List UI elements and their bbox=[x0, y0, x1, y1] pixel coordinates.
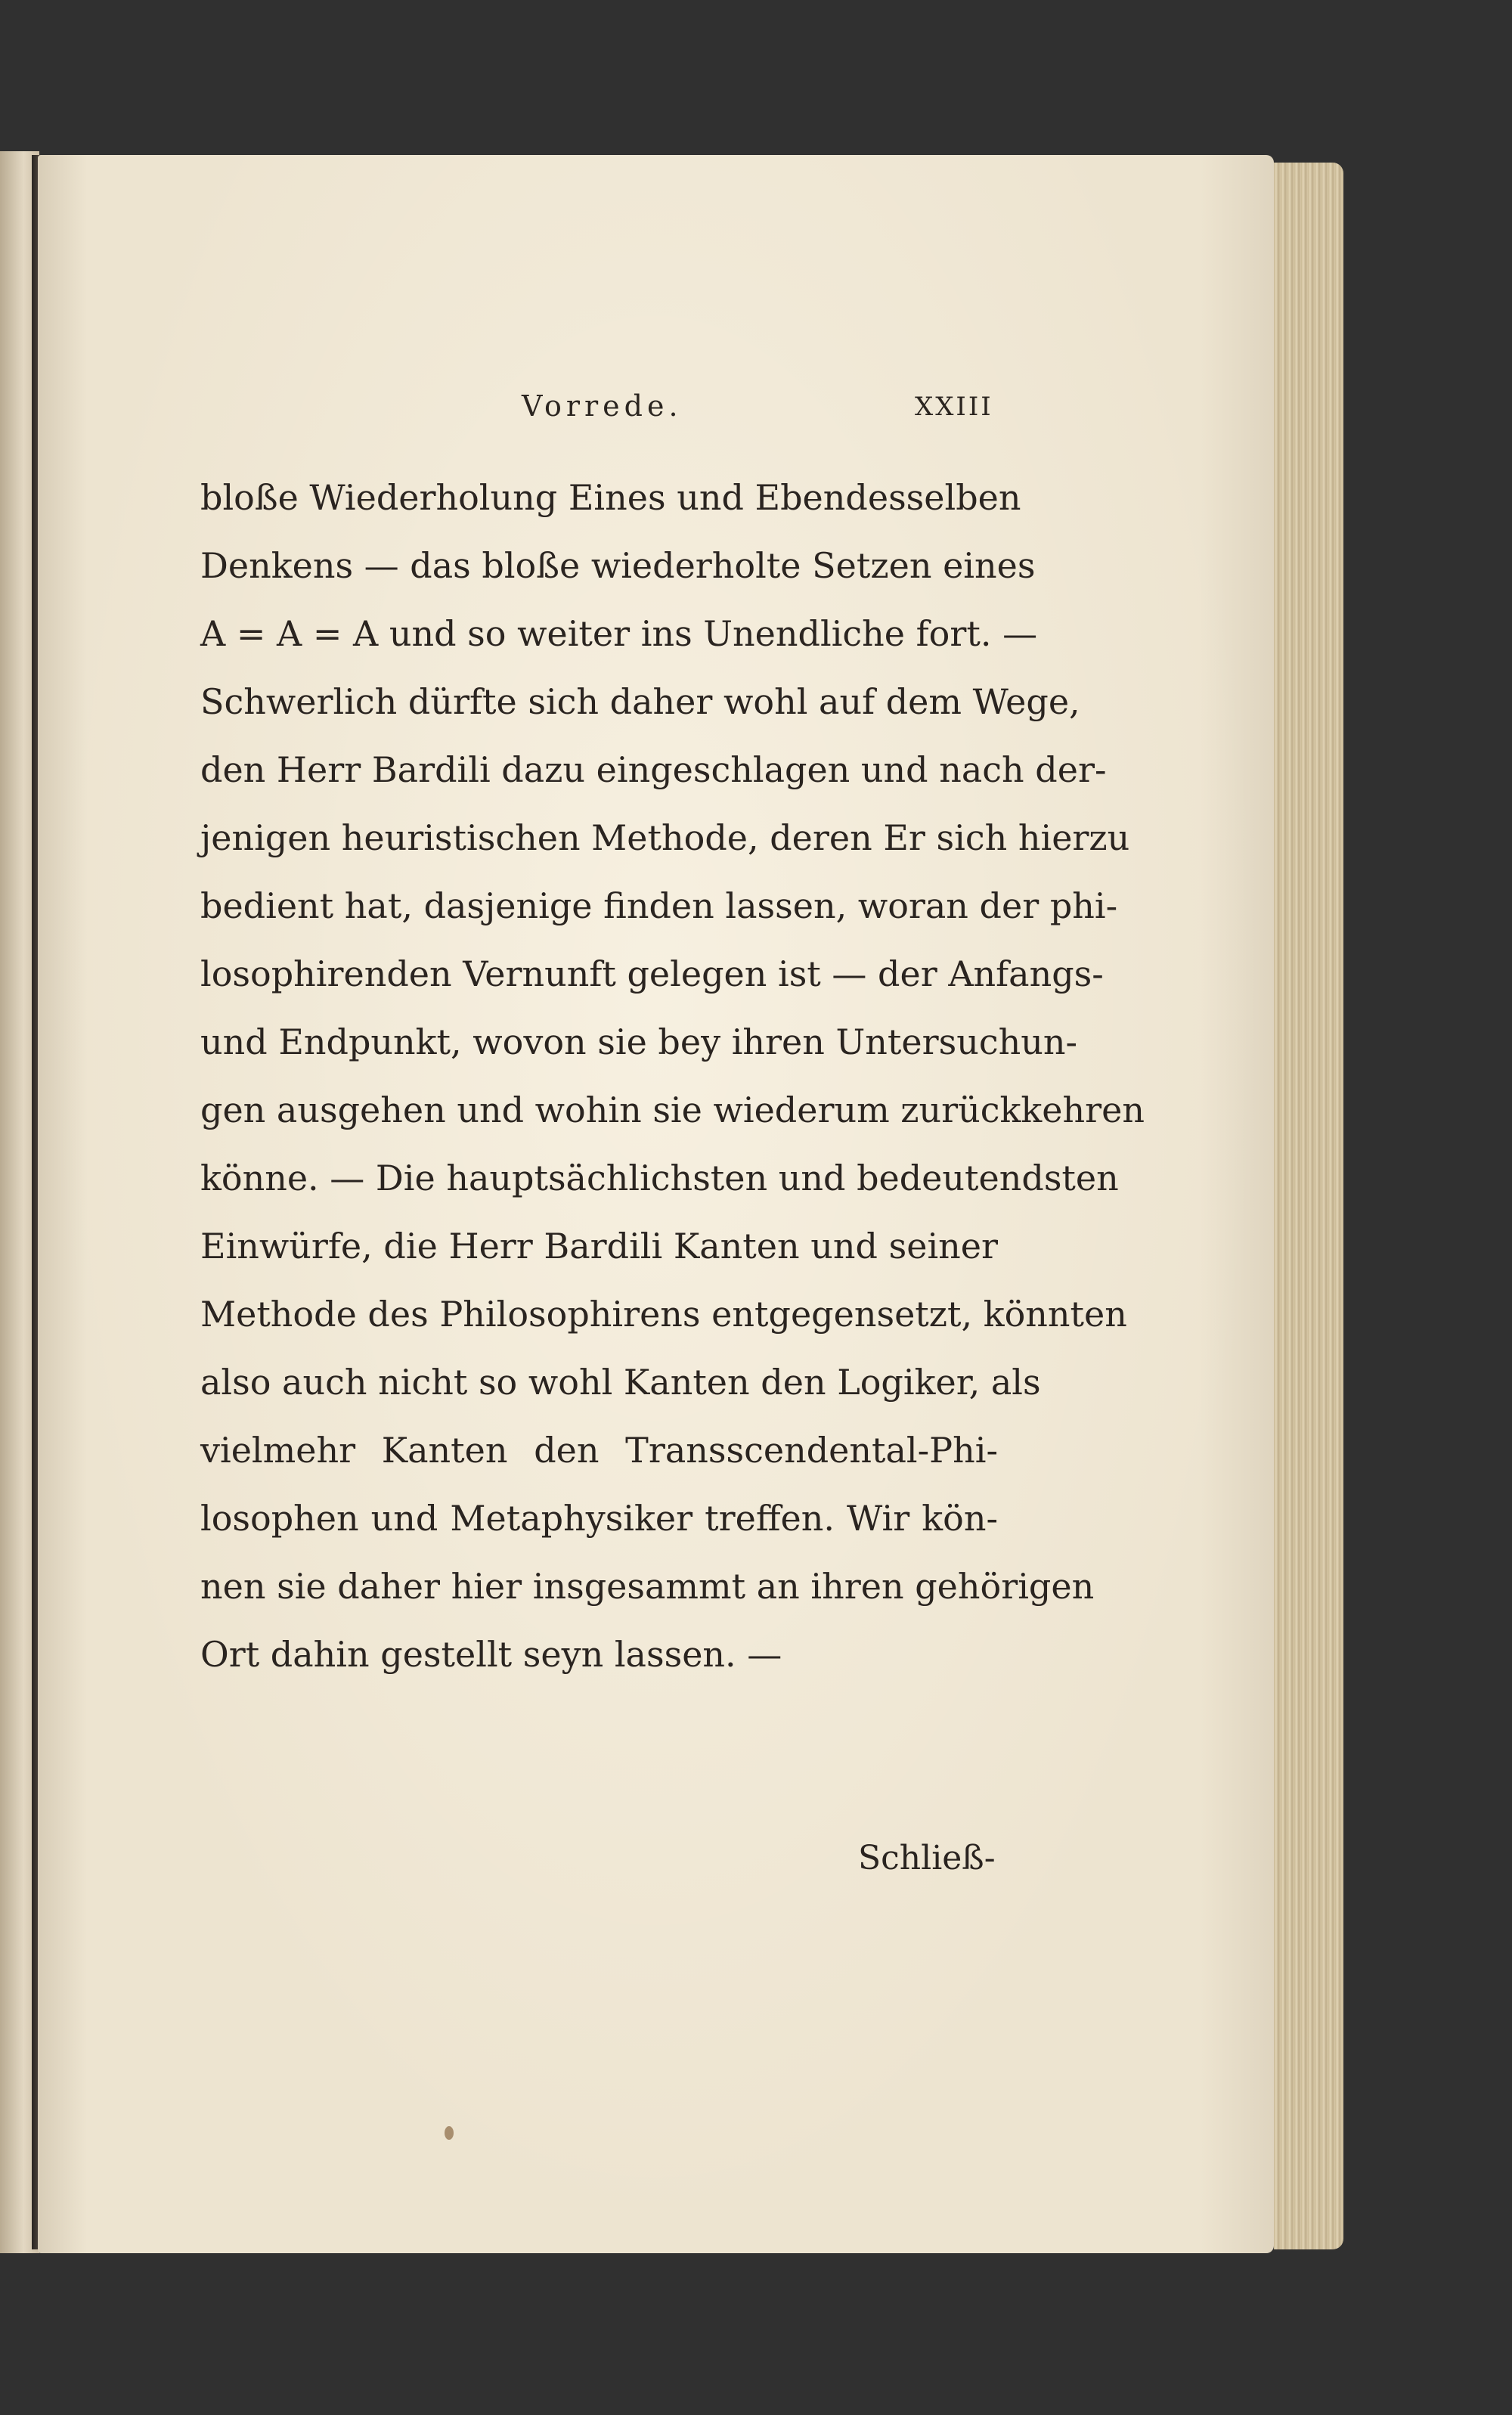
page-number: XXIII bbox=[915, 392, 993, 422]
text-line: A = A = A und so weiter ins Unendliche fort. — bbox=[200, 613, 1038, 654]
text-line: Ort dahin gestellt seyn lassen. — bbox=[200, 1634, 782, 1675]
text-line: Einwürfe, die Herr Bardili Kanten und seiner bbox=[200, 1226, 998, 1266]
text-line: könne. — Die hauptsächlichsten und bedeutendsten bbox=[200, 1158, 1119, 1198]
text-line: vielmehr Kanten den Transscendental-Phi- bbox=[200, 1430, 998, 1471]
foxing-spot bbox=[445, 2126, 454, 2140]
book-page bbox=[38, 155, 1274, 2253]
text-line: Methode des Philosophirens entgegensetzt, könnten bbox=[200, 1294, 1127, 1335]
running-header-title: Vorrede. bbox=[522, 389, 683, 423]
text-line: jenigen heuristischen Methode, deren Er sich hierzu bbox=[200, 817, 1130, 858]
text-line: den Herr Bardili dazu eingeschlagen und nach der- bbox=[200, 749, 1107, 790]
text-line: losophirenden Vernunft gelegen ist — der Anfangs- bbox=[200, 953, 1104, 994]
text-line: nen sie daher hier insgesammt an ihren gehörigen bbox=[200, 1566, 1095, 1607]
text-line: und Endpunkt, wovon sie bey ihren Untersuchun- bbox=[200, 1021, 1078, 1062]
text-line: bloße Wiederholung Eines und Ebendesselben bbox=[200, 477, 1021, 518]
text-line: also auch nicht so wohl Kanten den Logiker, als bbox=[200, 1362, 1041, 1403]
text-line: Schwerlich dürfte sich daher wohl auf dem Wege, bbox=[200, 681, 1080, 722]
page-block-edge bbox=[1274, 163, 1343, 2249]
catchword: Schließ- bbox=[858, 1839, 996, 1877]
text-line: Denkens — das bloße wiederholte Setzen eines bbox=[200, 545, 1036, 586]
text-line: losophen und Metaphysiker treffen. Wir kön- bbox=[200, 1498, 998, 1539]
text-line: bedient hat, dasjenige finden lassen, woran der phi- bbox=[200, 885, 1118, 926]
text-line: gen ausgehen und wohin sie wiederum zurückkehren bbox=[200, 1090, 1145, 1130]
